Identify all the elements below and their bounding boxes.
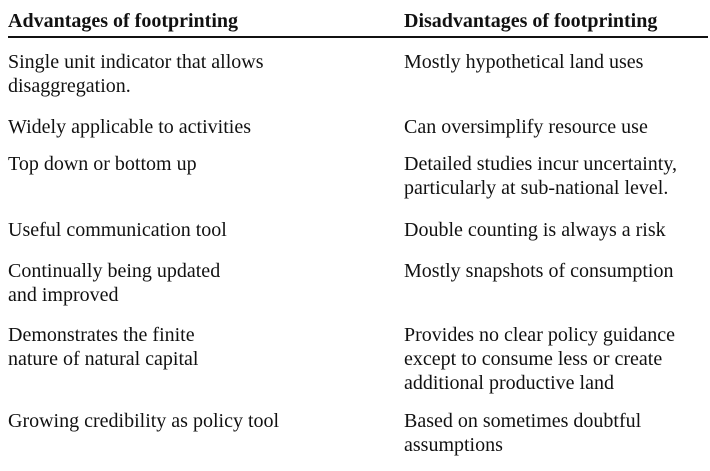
cell-line: Provides no clear policy guidance bbox=[404, 324, 676, 346]
cell-line: assumptions bbox=[404, 434, 503, 456]
cell-line: except to consume less or create bbox=[404, 348, 663, 370]
cell-line: Double counting is always a risk bbox=[404, 219, 666, 241]
cell-line: disaggregation. bbox=[8, 75, 131, 97]
cell-line: Demonstrates the finite bbox=[8, 324, 195, 346]
disadvantage-cell bbox=[404, 50, 643, 74]
disadvantages-header: Disadvantages of footprinting bbox=[404, 10, 658, 32]
disadvantage-cell bbox=[404, 323, 675, 395]
cell-line: Growing credibility as policy tool bbox=[8, 410, 280, 432]
cell-line: Mostly snapshots of consumption bbox=[404, 260, 674, 282]
disadvantage-cell bbox=[404, 409, 641, 457]
cell-line: Can oversimplify resource use bbox=[404, 116, 648, 138]
advantage-cell bbox=[8, 115, 251, 139]
cell-line: Useful communication tool bbox=[8, 219, 227, 241]
disadvantage-cell bbox=[404, 218, 666, 242]
comparison-table bbox=[8, 0, 708, 456]
cell-line: Based on sometimes doubtful bbox=[404, 410, 642, 432]
advantage-cell bbox=[8, 323, 198, 371]
cell-line: Single unit indicator that allows bbox=[8, 51, 264, 73]
disadvantage-cell bbox=[404, 115, 648, 139]
cell-line: Widely applicable to activities bbox=[8, 116, 251, 138]
disadvantage-cell bbox=[404, 259, 673, 283]
cell-line: Mostly hypothetical land uses bbox=[404, 51, 644, 73]
cell-line: additional productive land bbox=[404, 372, 614, 394]
cell-line: Top down or bottom up bbox=[8, 153, 197, 175]
advantage-cell bbox=[8, 50, 264, 98]
advantage-cell bbox=[8, 152, 197, 176]
advantage-cell bbox=[8, 409, 279, 433]
cell-line: nature of natural capital bbox=[8, 348, 199, 370]
disadvantage-cell bbox=[404, 152, 677, 200]
advantage-cell bbox=[8, 218, 227, 242]
advantages-header: Advantages of footprinting bbox=[8, 10, 239, 32]
cell-line: Continually being updated bbox=[8, 260, 221, 282]
cell-line: particularly at sub-national level. bbox=[404, 177, 669, 199]
cell-line: and improved bbox=[8, 284, 119, 306]
table-header bbox=[8, 0, 708, 38]
cell-line: Detailed studies incur uncertainty, bbox=[404, 153, 678, 175]
advantage-cell bbox=[8, 259, 220, 307]
